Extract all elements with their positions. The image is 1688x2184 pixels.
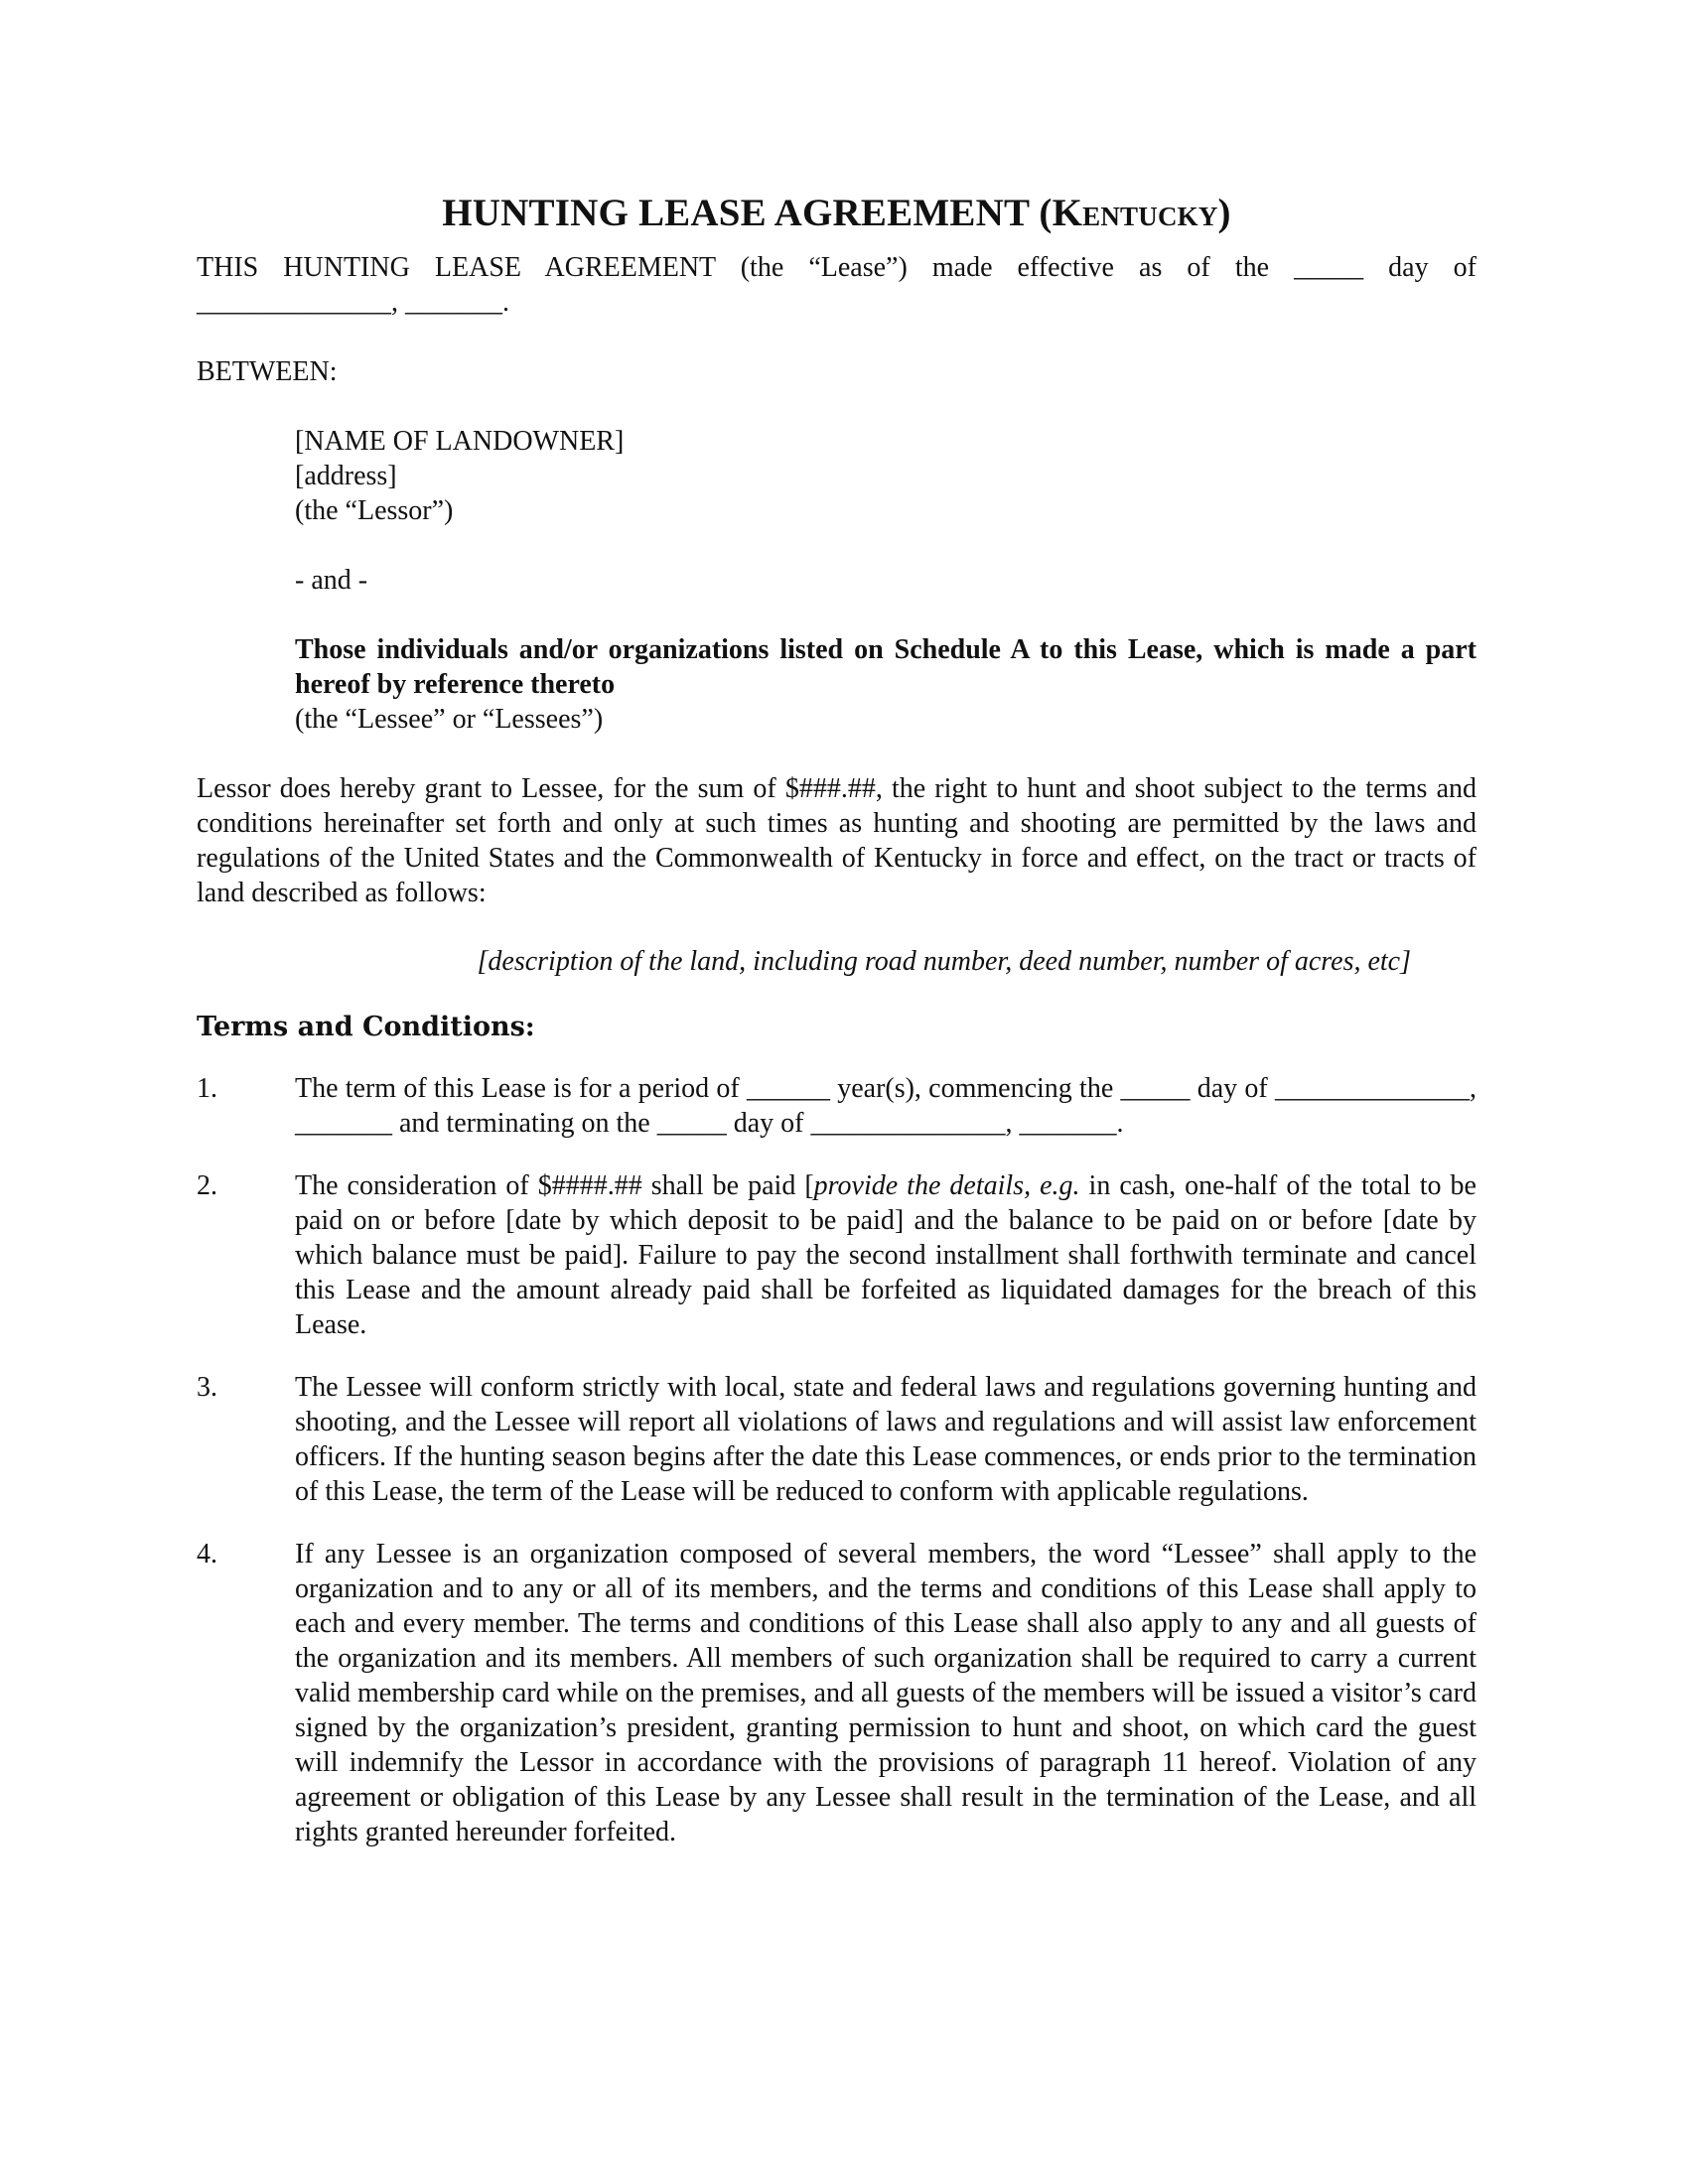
- intro-line-1: THIS HUNTING LEASE AGREEMENT (the “Lease”) made effective as of the _____ day of: [197, 252, 1477, 283]
- title-close: ): [1217, 192, 1231, 234]
- term-item-4: [197, 1537, 1477, 1849]
- item-number: 2.: [197, 1170, 217, 1201]
- title-state: Kentucky: [1052, 192, 1218, 234]
- term-item-3: [197, 1370, 1477, 1509]
- item-number: 3.: [197, 1372, 217, 1403]
- title-main: HUNTING LEASE AGREEMENT (: [442, 192, 1053, 234]
- lessor-name: [NAME OF LANDOWNER]: [295, 426, 625, 457]
- item-number: 4.: [197, 1539, 217, 1570]
- grant-paragraph: Lessor does hereby grant to Lessee, for the sum of $###.##, the right to hunt and shoot subject to the terms and conditions hereinafter set forth and only at such times as hunting and shooting are permitted by the laws and regulations of the United States and the Commonwealth of Kentucky in force and effect, on the tract or tracts of land described as follows:: [197, 773, 1477, 908]
- lessee-label: (the “Lessee” or “Lessees”): [295, 704, 604, 735]
- item-text-part-a: The consideration of $####.## shall be paid [: [295, 1170, 814, 1201]
- item-text: The term of this Lease is for a period of ______ year(s), commencing the _____ day of ______________, _______ and terminating on the _____ day of ______________, _______.: [295, 1073, 1477, 1139]
- item-text: [295, 1168, 1477, 1342]
- item-text-part-b: in cash, one-half of the total to be paid on or before [date by which deposit to be paid] and the balance to be paid on or before [date by which balance must be paid]. Failure to pay the second installment shall forthwith terminate and cancel this Lease and the amount already paid shall be forfeited as liquidated damages for the breach of this Lease.: [295, 1170, 1477, 1340]
- land-description: [description of the land, including road number, deed number, number of acres, etc]: [477, 946, 1411, 977]
- lessee-description: Those individuals and/or organizations listed on Schedule A to this Lease, which is made a part hereof by reference thereto: [295, 634, 1477, 700]
- terms-heading: Terms and Conditions:: [197, 1012, 535, 1042]
- between-label: BETWEEN:: [197, 356, 338, 387]
- and-separator: - and -: [295, 565, 368, 596]
- item-text: If any Lessee is an organization composed of several members, the word “Lessee” shall apply to the organization and to any or all of its members, and the terms and conditions of this Lease shall apply to each and every member. The terms and conditions of this Lease shall also apply to any and all guests of the organization and its members. All members of such organization shall be required to carry a current valid membership card while on the premises, and all guests of the members will be issued a visitor’s card signed by the organization’s president, granting permission to hunt and shoot, on which card the guest will indemnify the Lessor in accordance with the provisions of paragraph 11 hereof. Violation of any agreement or obligation of this Lease by any Lessee shall result in the termination of the Lease, and all rights granted hereunder forfeited.: [295, 1539, 1477, 1847]
- lessor-block: [197, 424, 1477, 528]
- term-item-1: [197, 1071, 1477, 1141]
- lessee-block: [197, 632, 1477, 737]
- item-number: 1.: [197, 1073, 217, 1104]
- item-text-italic: provide the details, e.g.: [813, 1170, 1080, 1201]
- term-item-2: [197, 1168, 1477, 1342]
- intro-line-2: ______________, _______.: [197, 287, 509, 318]
- item-text: The Lessee will conform strictly with local, state and federal laws and regulations governing hunting and shooting, and the Lessee will report all violations of laws and regulations and will assist law enforcement officers. If the hunting season begins after the date this Lease commences, or ends prior to the termination of this Lease, the term of the Lease will be reduced to conform with applicable regulations.: [295, 1372, 1477, 1507]
- document-title: [197, 191, 1477, 236]
- lessor-address: [address]: [295, 461, 397, 491]
- lessor-label: (the “Lessor”): [295, 495, 454, 526]
- document-body: [197, 191, 1477, 1849]
